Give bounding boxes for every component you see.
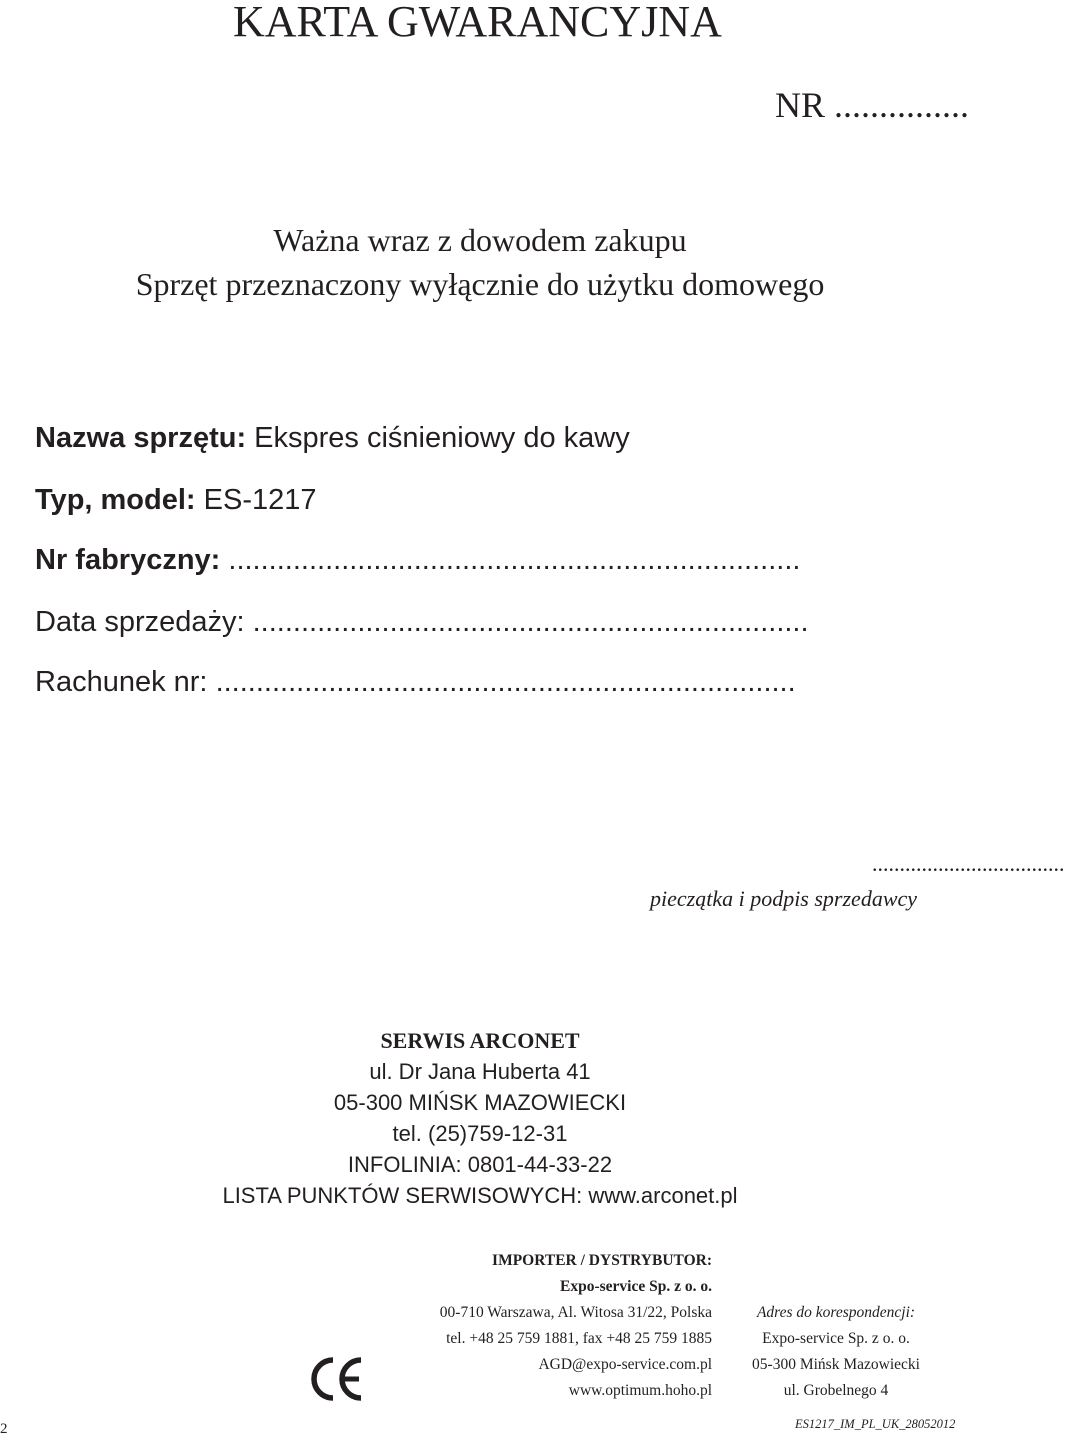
importer-phones: tel. +48 25 759 1881, fax +48 25 759 1885 (446, 1330, 712, 1347)
importer-heading: IMPORTER / DYSTRYBUTOR: (492, 1252, 712, 1269)
service-phone: tel. (25)759-12-31 (392, 1121, 568, 1146)
service-points: LISTA PUNKTÓW SERWISOWYCH: www.arconet.pl (222, 1183, 738, 1208)
field-product-name-label: Nazwa sprzętu: (35, 422, 247, 454)
service-infoline: INFOLINIA: 0801-44-33-22 (347, 1152, 613, 1177)
subtitle (0, 218, 960, 306)
subtitle-line-2: Sprzęt przeznaczony wyłącznie do użytku domowego (135, 266, 825, 302)
service-name: SERWIS ARCONET (380, 1028, 580, 1053)
field-date-value: ..................................................................... (252, 606, 809, 638)
field-product-name-value: Ekspres ciśnieniowy do kawy (254, 422, 630, 454)
ce-mark-icon (306, 1352, 366, 1406)
page-title: KARTA GWARANCYJNA (233, 0, 722, 46)
correspondence-block (720, 1300, 952, 1404)
service-city: 05-300 MIŃSK MAZOWIECKI (333, 1090, 627, 1115)
importer-email: AGD@expo-service.com.pl (538, 1356, 712, 1373)
card-number: NR ............... (775, 85, 970, 125)
field-sale-date (35, 604, 809, 640)
field-serial-number (35, 542, 800, 578)
field-date-label: Data sprzedaży: (35, 606, 245, 638)
field-invoice-value: ........................................................................ (215, 666, 796, 698)
field-model-value: ES-1217 (203, 484, 317, 516)
stamp-signature-label: pieczątka i podpis sprzedawcy (650, 886, 918, 911)
subtitle-line-1: Ważna wraz z dowodem zakupu (273, 222, 687, 258)
page-number: 2 (0, 1421, 8, 1437)
importer-company: Expo-service Sp. z o. o. (560, 1278, 712, 1295)
field-invoice-number (35, 664, 796, 700)
service-street: ul. Dr Jana Huberta 41 (369, 1059, 591, 1084)
importer-block (396, 1248, 712, 1404)
field-serial-label: Nr fabryczny: (35, 544, 221, 576)
field-model-label: Typ, model: (35, 484, 196, 516)
correspondence-label: Adres do korespondencji: (756, 1304, 916, 1321)
field-product-name (35, 420, 630, 456)
field-serial-value: ....................................................................... (228, 544, 801, 576)
stamp-signature-line: ................................... (872, 851, 1065, 876)
document-code: ES1217_IM_PL_UK_28052012 (795, 1417, 956, 1431)
correspondence-street: ul. Grobelnego 4 (783, 1382, 889, 1399)
field-model (35, 482, 317, 518)
importer-www: www.optimum.hoho.pl (568, 1382, 712, 1399)
service-block (0, 1025, 960, 1211)
field-invoice-label: Rachunek nr: (35, 666, 208, 698)
importer-address: 00-710 Warszawa, Al. Witosa 31/22, Polska (439, 1304, 712, 1321)
correspondence-city: 05-300 Mińsk Mazowiecki (752, 1356, 920, 1373)
correspondence-company: Expo-service Sp. z o. o. (762, 1330, 910, 1347)
